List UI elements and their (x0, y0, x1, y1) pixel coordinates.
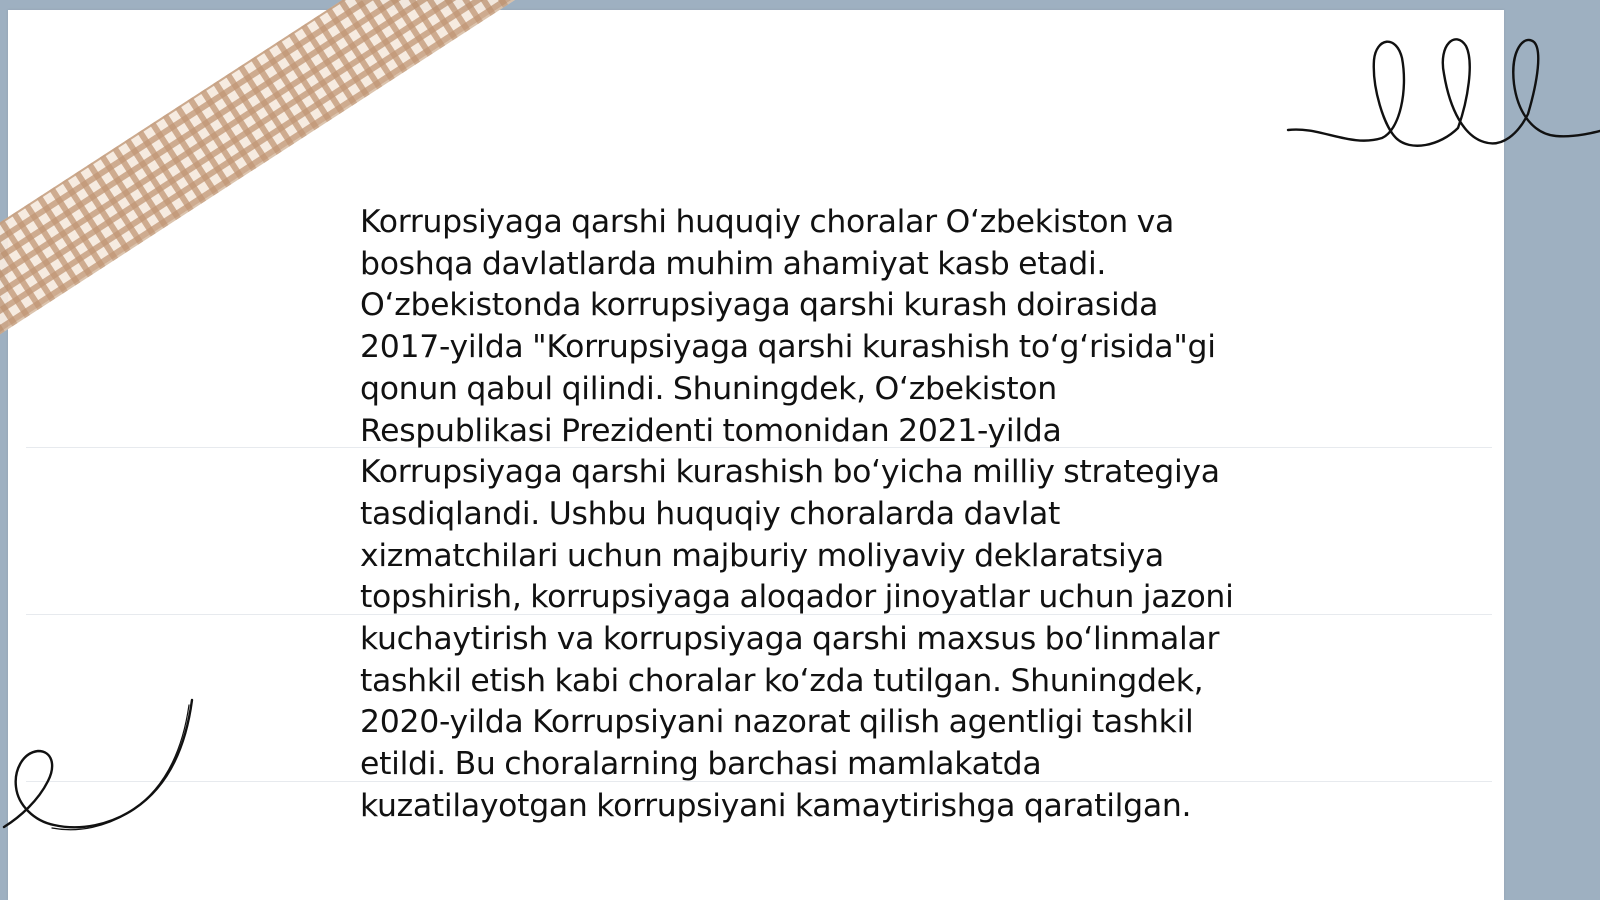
body-paragraph: Korrupsiyaga qarshi huquqiy choralar O‘zbekiston va boshqa davlatlarda muhim ahamiyat kasb etadi. O‘zbekistonda korrupsiyaga qarshi kurash doirasida 2017-yilda "Korrupsiyaga qarshi kurashish to‘g‘risida"gi qonun qabul qilindi. Shuningdek, O‘zbekiston Respublikasi Prezidenti tomonidan 2021-yilda Korrupsiyaga qarshi kurashish bo‘yicha milliy strategiya tasdiqlandi. Ushbu huquqiy choralarda davlat xizmatchilari uchun majburiy moliyaviy deklaratsiya topshirish, korrupsiyaga aloqador jinoyatlar uchun jazoni kuchaytirish va korrupsiyaga qarshi maxsus bo‘linmalar tashkil etish kabi choralar ko‘zda tutilgan. Shuningdek, 2020-yilda Korrupsiyani nazorat qilish agentligi tashkil etildi. Bu choralarning barchasi mamlakatda kuzatilayotgan korrupsiyani kamaytirishga qaratilgan. (360, 204, 1234, 824)
loop-doodle-top-right-icon (1280, 30, 1600, 170)
loop-doodle-bottom-left-icon (0, 695, 200, 855)
